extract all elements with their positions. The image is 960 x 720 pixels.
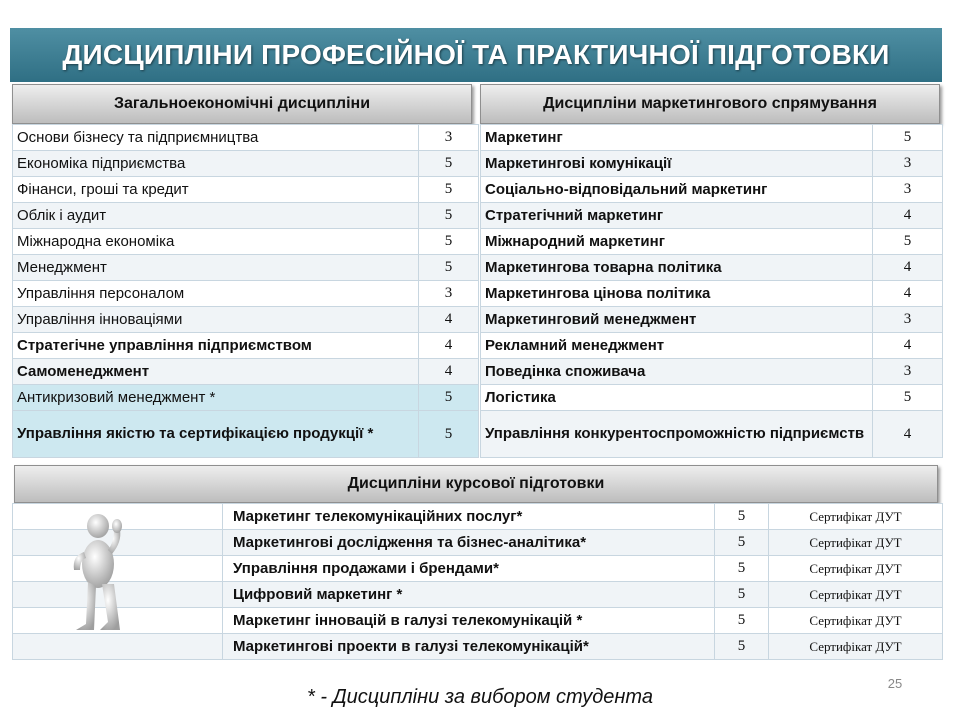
credits: 3 — [873, 307, 943, 333]
marketing-table — [480, 124, 943, 458]
table-row — [13, 255, 479, 281]
table-row — [13, 177, 479, 203]
table-row — [481, 177, 943, 203]
discipline-name: Маркетинг — [481, 125, 873, 151]
credits: 5 — [715, 556, 769, 582]
discipline-name: Соціально-відповідальний маркетинг — [481, 177, 873, 203]
marketing-header: Дисципліни маркетингового спрямування — [480, 84, 940, 124]
credits: 5 — [715, 608, 769, 634]
table-row — [481, 229, 943, 255]
course-training-table — [12, 503, 943, 660]
certificate: Сертифікат ДУТ — [769, 504, 943, 530]
discipline-name: Управління персоналом — [13, 281, 419, 307]
credits: 5 — [715, 634, 769, 660]
credits: 5 — [419, 411, 479, 458]
discipline-name: Фінанси, гроші та кредит — [13, 177, 419, 203]
course-name: Маркетингові дослідження та бізнес-аналітика* — [223, 530, 715, 556]
discipline-name: Менеджмент — [13, 255, 419, 281]
credits: 5 — [715, 504, 769, 530]
discipline-name: Основи бізнесу та підприємництва — [13, 125, 419, 151]
credits: 4 — [873, 281, 943, 307]
thumbs-up-figure-icon — [62, 512, 134, 642]
discipline-name: Самоменеджмент — [13, 359, 419, 385]
table-row — [13, 608, 943, 634]
table-row — [13, 504, 943, 530]
credits: 5 — [873, 125, 943, 151]
discipline-name: Міжнародний маркетинг — [481, 229, 873, 255]
table-row — [13, 203, 479, 229]
general-economic-header: Загальноекономічні дисципліни — [12, 84, 472, 124]
table-row — [481, 333, 943, 359]
table-row — [13, 151, 479, 177]
discipline-name: Економіка підприємства — [13, 151, 419, 177]
credits: 5 — [419, 151, 479, 177]
credits: 5 — [873, 385, 943, 411]
credits: 3 — [873, 359, 943, 385]
table-row — [13, 333, 479, 359]
discipline-name: Маркетингова товарна політика — [481, 255, 873, 281]
discipline-name: Міжнародна економіка — [13, 229, 419, 255]
table-row — [481, 151, 943, 177]
discipline-name: Поведінка споживача — [481, 359, 873, 385]
table-row — [13, 359, 479, 385]
footnote: * - Дисципліни за вибором студента — [307, 686, 653, 708]
certificate: Сертифікат ДУТ — [769, 634, 943, 660]
table-row — [13, 582, 943, 608]
page-number: 25 — [887, 676, 903, 691]
table-row — [481, 307, 943, 333]
credits: 5 — [419, 203, 479, 229]
credits: 4 — [419, 307, 479, 333]
table-row — [13, 125, 479, 151]
slide-title: ДИСЦИПЛІНИ ПРОФЕСІЙНОЇ ТА ПРАКТИЧНОЇ ПІДГОТОВКИ — [10, 28, 942, 82]
table-row — [13, 281, 479, 307]
discipline-name: Стратегічний маркетинг — [481, 203, 873, 229]
table-row — [13, 530, 943, 556]
table-row — [481, 359, 943, 385]
credits: 5 — [419, 255, 479, 281]
table-row — [13, 229, 479, 255]
credits: 4 — [419, 333, 479, 359]
course-training-header: Дисципліни курсової підготовки — [14, 465, 938, 503]
general-economic-table — [12, 124, 479, 458]
discipline-name: Рекламний менеджмент — [481, 333, 873, 359]
discipline-name: Управління якістю та сертифікацією продукції * — [13, 411, 419, 458]
discipline-name: Антикризовий менеджмент * — [13, 385, 419, 411]
table-row — [481, 281, 943, 307]
discipline-name: Управління конкурентоспроможністю підприємств — [481, 411, 873, 458]
table-row — [13, 385, 479, 411]
discipline-name: Маркетингова цінова політика — [481, 281, 873, 307]
credits: 3 — [419, 125, 479, 151]
certificate: Сертифікат ДУТ — [769, 530, 943, 556]
credits: 3 — [419, 281, 479, 307]
credits: 4 — [873, 333, 943, 359]
table-row — [481, 255, 943, 281]
credits: 5 — [419, 385, 479, 411]
course-name: Маркетингові проекти в галузі телекомунікацій* — [223, 634, 715, 660]
table-row — [13, 307, 479, 333]
course-name: Маркетинг телекомунікаційних послуг* — [223, 504, 715, 530]
course-name: Цифровий маркетинг * — [223, 582, 715, 608]
credits: 5 — [715, 530, 769, 556]
discipline-name: Стратегічне управління підприємством — [13, 333, 419, 359]
course-name: Маркетинг інновацій в галузі телекомунікацій * — [223, 608, 715, 634]
table-row — [13, 556, 943, 582]
course-name: Управління продажами і брендами* — [223, 556, 715, 582]
certificate: Сертифікат ДУТ — [769, 582, 943, 608]
credits: 5 — [419, 229, 479, 255]
credits: 4 — [873, 411, 943, 458]
credits: 3 — [873, 177, 943, 203]
credits: 4 — [419, 359, 479, 385]
table-row — [481, 385, 943, 411]
discipline-name: Маркетинговий менеджмент — [481, 307, 873, 333]
discipline-name: Логістика — [481, 385, 873, 411]
credits: 5 — [715, 582, 769, 608]
table-row — [481, 411, 943, 458]
credits: 3 — [873, 151, 943, 177]
credits: 5 — [419, 177, 479, 203]
table-row — [481, 203, 943, 229]
credits: 4 — [873, 203, 943, 229]
discipline-name: Управління інноваціями — [13, 307, 419, 333]
credits: 4 — [873, 255, 943, 281]
table-row — [13, 634, 943, 660]
discipline-name: Маркетингові комунікації — [481, 151, 873, 177]
discipline-name: Облік і аудит — [13, 203, 419, 229]
table-row — [13, 411, 479, 458]
certificate: Сертифікат ДУТ — [769, 608, 943, 634]
table-row — [481, 125, 943, 151]
credits: 5 — [873, 229, 943, 255]
certificate: Сертифікат ДУТ — [769, 556, 943, 582]
